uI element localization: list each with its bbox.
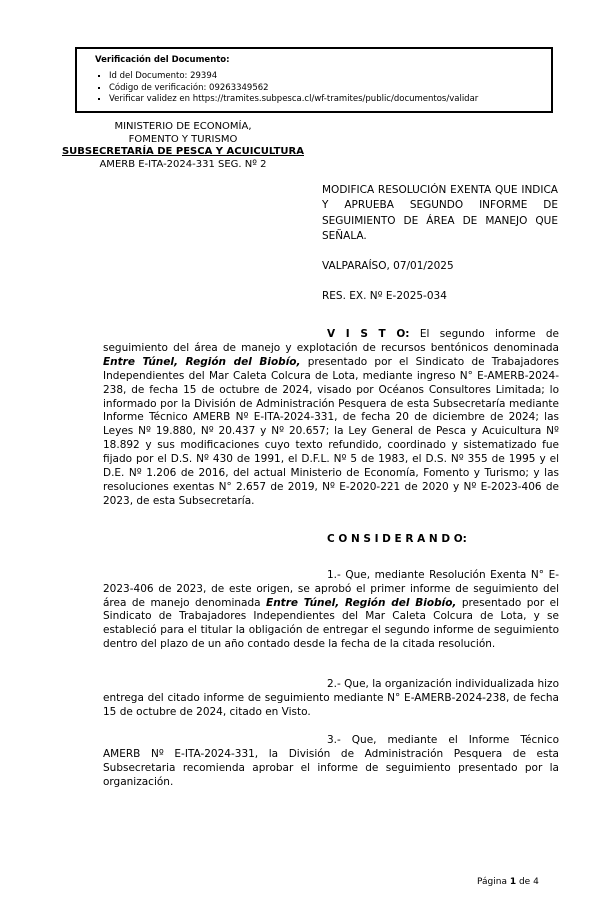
area-name-point1: Entre Túnel, Región del Biobío,	[266, 596, 457, 609]
ministry-line-2: FOMENTO Y TURISMO	[128, 133, 238, 145]
document-body	[103, 328, 559, 789]
area-name-visto: Entre Túnel, Región del Biobío,	[103, 355, 301, 368]
visto-label: V I S T O:	[327, 328, 410, 340]
visto-text-2: presentado por el Sindicato de Trabajadores Independientes del Mar Caleta Colcura de Lota, mediante ingreso N° E-AMERB-2024-238, de fecha 15 de octubre de 2024, visado por Océanos Consultores Limitada; lo informado por la División de Administración Pesquera de esta Subsecretaría mediante Informe Técnico AMERB Nº E-ITA-2024-331, de fecha 20 de diciembre de 2024; las Leyes Nº 19.880, Nº 20.437 y Nº 20.657; la Ley General de Pesca y Acuicultura Nº 18.892 y sus modificaciones cuyo texto refundido, coordinado y sistematizado fue fijado por el D.S. Nº 430 de 1991, el D.F.L. Nº 5 de 1983, el D.S. Nº 355 de 1995 y el D.E. Nº 1.206 de 2016, del actual Ministerio de Economía, Fomento y Turismo; y las resoluciones exentas N° 2.657 de 2019, Nº E-2020-221 de 2020 y Nº E-2023-406 de 2023, de esta Subsecretaría.	[103, 355, 559, 507]
verification-item-document-id: ▪ Id del Documento: 29394	[109, 71, 543, 83]
visto-paragraph	[103, 328, 559, 509]
verification-item-url: ▪ Verificar validez en https://tramites.subpesca.cl/wf-tramites/public/documentos/validar	[109, 94, 543, 106]
visto-text-1: El segundo informe de seguimiento del área de manejo y explotación de recursos bentónicos denominada	[103, 328, 559, 354]
amerb-reference: AMERB E-ITA-2024-331 SEG. Nº 2	[99, 158, 267, 170]
page-number: 1	[509, 877, 517, 887]
considerando-heading: C O N S I D E R A N D O:	[327, 532, 467, 545]
footer-suffix: de 4	[516, 877, 539, 887]
verification-title: Verificación del Documento:	[95, 55, 230, 65]
considerando-point-2: 2.- Que, la organización individualizada hizo entrega del citado informe de seguimiento mediante N° E-AMERB-2024-238, de fecha 15 de octubre de 2024, citado en Visto.	[103, 678, 559, 718]
place-and-date: VALPARAÍSO, 07/01/2025	[322, 260, 454, 272]
point1-text-1: 1.- Que, mediante Resolución Exenta N° E-2023-406 de 2023, de este origen, se aprobó el primer informe de seguimiento del área de manejo denominada	[103, 568, 559, 609]
page-footer	[477, 877, 539, 887]
point1-text-2: presentado por el Sindicato de Trabajadores Independientes del Mar Caleta Colcura de Lota, y se estableció para el titular la obligación de entregar el segundo informe de seguimiento dentro del plazo de un año contado desde la fecha de la citada resolución.	[103, 596, 560, 651]
considerando-point-1	[103, 569, 559, 652]
ministry-line-1: MINISTERIO DE ECONOMÍA,	[114, 121, 252, 132]
footer-prefix: Página	[477, 877, 510, 887]
resolution-subject: MODIFICA RESOLUCIÓN EXENTA QUE INDICA Y APRUEBA SEGUNDO INFORME DE SEGUIMIENTO DE ÁREA DE MANEJO QUE SEÑALA.	[322, 184, 558, 243]
subsecretaria-title: SUBSECRETARÍA DE PESCA Y ACUICULTURA	[61, 146, 304, 157]
verification-list	[95, 71, 543, 106]
verification-item-code: ▪ Código de verificación: 09263349562	[109, 83, 543, 95]
resolution-number: RES. EX. Nº E-2025-034	[322, 290, 447, 302]
letterhead	[40, 121, 326, 171]
verification-box	[75, 47, 553, 113]
considerando-point-3: 3.- Que, mediante el Informe Técnico AMERB Nº E-ITA-2024-331, la División de Administración Pesquera de esta Subsecretaria recomienda aprobar el informe de seguimiento presentado por la organización.	[103, 733, 559, 788]
